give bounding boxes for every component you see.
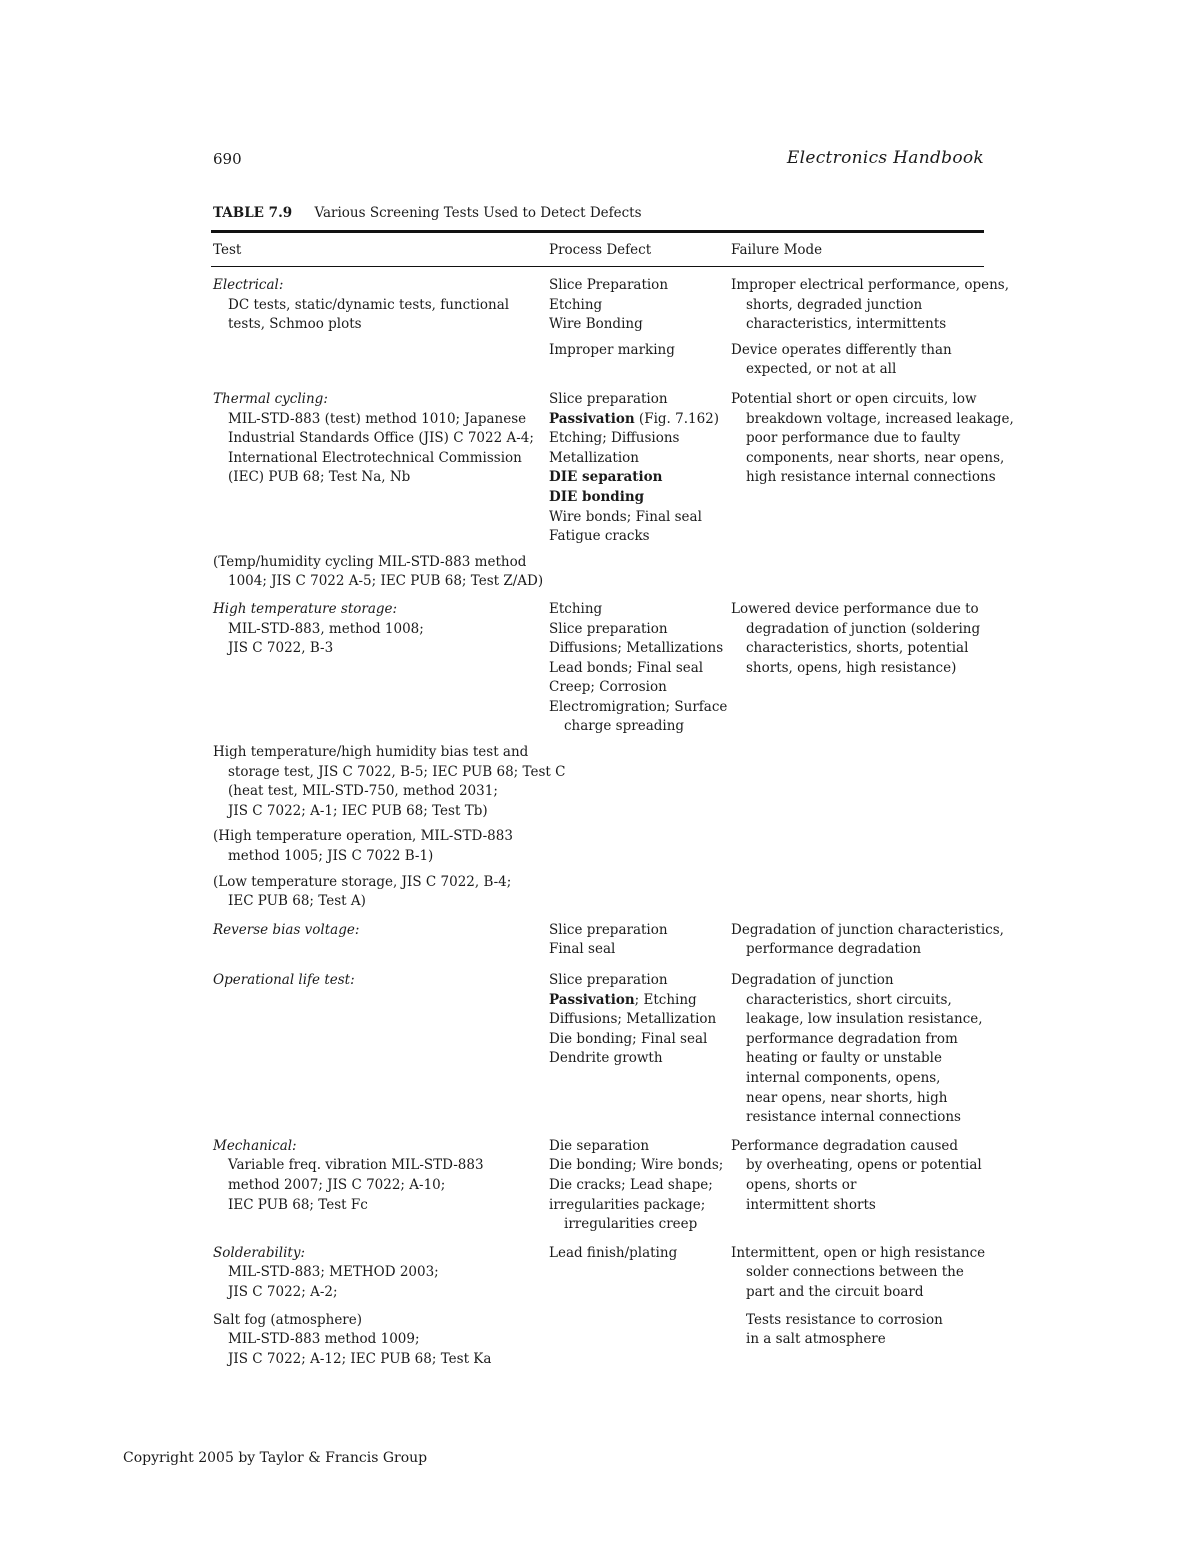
cell-line: intermittent shorts — [746, 1196, 876, 1213]
cell-line: Slice preparation — [549, 972, 668, 988]
table-row — [213, 341, 984, 380]
failure-mode-cell — [731, 1311, 984, 1370]
cell-line: Slice preparation — [549, 390, 668, 407]
process-defect-cell — [549, 873, 731, 912]
cell-line: High temperature/high humidity bias test and — [213, 744, 529, 761]
cell-line: high resistance internal connections — [746, 469, 996, 486]
cell-line: opens, shorts or — [746, 1176, 857, 1193]
cell-line: Tests resistance to corrosion — [746, 1311, 943, 1328]
failure-mode-cell — [731, 921, 1004, 960]
cell-line: Intermittent, open or high resistance — [731, 1244, 986, 1261]
process-defect-cell — [549, 1311, 731, 1370]
cell-line: DIE bonding — [549, 488, 645, 505]
test-cell — [213, 827, 549, 866]
page-number: 690 — [213, 150, 242, 168]
failure-mode-cell — [731, 276, 1010, 335]
test-cell — [213, 873, 549, 912]
cell-line: MIL-STD-883 (test) method 1010; Japanese — [228, 410, 527, 427]
cell-line: (IEC) PUB 68; Test Na, Nb — [228, 469, 411, 486]
process-defect-cell — [549, 743, 731, 821]
table-row — [213, 276, 1010, 335]
column-header-failure-mode: Failure Mode — [731, 242, 823, 258]
cell-line: Lead finish/plating — [549, 1244, 678, 1261]
test-cell — [213, 921, 549, 960]
cell-line: Passivation (Fig. 7.162) — [549, 410, 720, 427]
table-row — [213, 827, 984, 866]
cell-line: Device operates differently than — [731, 341, 952, 358]
cell-line: MIL-STD-883, method 1008; — [228, 620, 424, 637]
cell-line: near opens, near shorts, high — [746, 1089, 948, 1106]
cell-line: (Low temperature storage, JIS C 7022, B-4; — [213, 873, 512, 890]
cell-line: Potential short or open circuits, low — [731, 390, 977, 407]
cell-line: MIL-STD-883; METHOD 2003; — [228, 1264, 439, 1281]
cell-line: Diffusions; Metallization — [549, 1011, 717, 1028]
cell-line: Slice Preparation — [549, 277, 669, 293]
cell-line: JIS C 7022; A-2; — [228, 1283, 338, 1300]
cell-line: poor performance due to faulty — [746, 430, 961, 447]
failure-mode-cell — [731, 1137, 984, 1235]
process-defect-cell — [549, 1137, 731, 1235]
cell-line: Slice preparation — [549, 620, 668, 637]
table-row — [213, 1311, 984, 1370]
cell-line: Passivation; Etching — [549, 991, 697, 1008]
cell-line: leakage, low insulation resistance, — [746, 1011, 983, 1028]
cell-line: Performance degradation caused — [731, 1137, 959, 1154]
process-defect-cell — [549, 553, 731, 592]
cell-line: Degradation of junction — [731, 972, 894, 988]
cell-line: Variable freq. vibration MIL-STD-883 — [228, 1157, 484, 1174]
cell-line: part and the circuit board — [746, 1283, 924, 1300]
cell-line: tests, Schmoo plots — [228, 316, 362, 333]
cell-line: Wire bonds; Final seal — [549, 508, 702, 525]
cell-line: Etching — [549, 296, 603, 313]
cell-line: method 1005; JIS C 7022 B-1) — [228, 848, 434, 865]
process-defect-cell — [549, 390, 731, 547]
table-label: TABLE 7.9 — [213, 205, 293, 221]
test-cell — [213, 276, 549, 335]
cell-line: Die separation — [549, 1137, 650, 1154]
cell-line: Improper marking — [549, 341, 675, 358]
cell-line: DIE separation — [549, 469, 663, 486]
cell-line: Mechanical: — [213, 1137, 297, 1154]
table-header-rule — [211, 266, 984, 267]
test-cell — [213, 1137, 549, 1235]
table-body — [213, 276, 1014, 1369]
cell-line: Industrial Standards Office (JIS) C 7022 A-4; — [228, 430, 534, 447]
table-title: Various Screening Tests Used to Detect Defects — [314, 205, 642, 221]
cell-line: JIS C 7022; A-1; IEC PUB 68; Test Tb) — [228, 802, 488, 819]
table-row — [213, 600, 984, 737]
cell-line: Etching; Diffusions — [549, 430, 680, 447]
table-row — [213, 1137, 984, 1235]
table-row — [213, 921, 1004, 960]
cell-line: Electromigration; Surface — [549, 698, 728, 715]
cell-line: (High temperature operation, MIL-STD-883 — [213, 828, 513, 845]
cell-line: Improper electrical performance, opens, — [731, 277, 1010, 293]
process-defect-cell — [549, 827, 731, 866]
book-title: Electronics Handbook — [786, 148, 984, 168]
cell-line: performance degradation from — [746, 1030, 958, 1047]
cell-line: Slice preparation — [549, 921, 668, 938]
cell-line: Wire Bonding — [549, 316, 643, 333]
cell-line: shorts, opens, high resistance) — [746, 659, 957, 676]
cell-line: performance degradation — [746, 941, 922, 958]
cell-line: irregularities creep — [564, 1216, 698, 1233]
test-cell — [213, 1244, 549, 1303]
test-cell — [213, 1311, 549, 1370]
table-row — [213, 390, 1014, 547]
cell-line: heating or faulty or unstable — [746, 1050, 942, 1067]
test-cell — [213, 600, 549, 737]
table-row — [213, 1244, 984, 1303]
cell-line: storage test, JIS C 7022, B-5; IEC PUB 68; Test C — [228, 763, 566, 780]
cell-line: method 2007; JIS C 7022; A-10; — [228, 1176, 446, 1193]
failure-mode-cell — [731, 390, 1014, 547]
cell-line: JIS C 7022, B-3 — [228, 640, 334, 657]
cell-line: components, near shorts, near opens, — [746, 449, 1005, 466]
process-defect-cell — [549, 600, 731, 737]
process-defect-cell — [549, 341, 731, 380]
cell-line: shorts, degraded junction — [746, 296, 923, 313]
cell-line: Final seal — [549, 941, 616, 958]
test-cell — [213, 390, 549, 547]
cell-line: Degradation of junction characteristics, — [731, 921, 1004, 938]
cell-line: Etching — [549, 600, 603, 617]
test-cell — [213, 341, 549, 380]
cell-line: Solderability: — [213, 1244, 306, 1261]
table-row — [213, 971, 984, 1128]
cell-line: Die bonding; Final seal — [549, 1030, 708, 1047]
cell-line: Salt fog (atmosphere) — [213, 1311, 363, 1328]
cell-line: Lowered device performance due to — [731, 600, 979, 617]
cell-line: internal components, opens, — [746, 1069, 941, 1086]
cell-line: Reverse bias voltage: — [213, 921, 360, 938]
cell-line: charge spreading — [564, 718, 685, 735]
cell-line: characteristics, shorts, potential — [746, 640, 969, 657]
cell-line: Lead bonds; Final seal — [549, 659, 704, 676]
column-header-process-defect: Process Defect — [549, 242, 652, 258]
test-cell — [213, 971, 549, 1128]
cell-line: in a salt atmosphere — [746, 1331, 886, 1348]
table-row — [213, 873, 984, 912]
cell-line: solder connections between the — [746, 1264, 964, 1281]
cell-line: International Electrotechnical Commission — [228, 449, 522, 466]
table-row — [213, 743, 984, 821]
copyright-notice: Copyright 2005 by Taylor & Francis Group — [123, 1450, 428, 1466]
cell-line: 1004; JIS C 7022 A-5; IEC PUB 68; Test Z/AD) — [228, 573, 544, 590]
cell-line: Diffusions; Metallizations — [549, 640, 724, 657]
cell-line: Operational life test: — [213, 972, 355, 988]
failure-mode-cell — [731, 600, 984, 737]
test-cell — [213, 743, 566, 821]
cell-line: Dendrite growth — [549, 1050, 663, 1067]
failure-mode-cell — [731, 971, 984, 1128]
cell-line: DC tests, static/dynamic tests, functional — [228, 296, 510, 313]
cell-line: Die cracks; Lead shape; — [549, 1176, 713, 1193]
cell-line: JIS C 7022; A-12; IEC PUB 68; Test Ka — [228, 1350, 492, 1367]
process-defect-cell — [549, 921, 731, 960]
table-top-rule — [211, 230, 984, 233]
cell-line: MIL-STD-883 method 1009; — [228, 1331, 420, 1348]
cell-line: irregularities package; — [549, 1196, 706, 1213]
cell-line: Electrical: — [213, 277, 284, 293]
cell-line: expected, or not at all — [746, 361, 897, 378]
table-caption — [213, 205, 642, 221]
cell-line: Fatigue cracks — [549, 528, 650, 545]
table-row — [213, 553, 984, 592]
cell-line: by overheating, opens or potential — [746, 1157, 982, 1174]
cell-line: Die bonding; Wire bonds; — [549, 1157, 724, 1174]
cell-line: Metallization — [549, 449, 639, 466]
process-defect-cell — [549, 971, 731, 1128]
cell-line: characteristics, intermittents — [746, 316, 947, 333]
process-defect-cell — [549, 276, 731, 335]
failure-mode-cell — [731, 1244, 984, 1303]
cell-line: resistance internal connections — [746, 1109, 961, 1126]
cell-line: IEC PUB 68; Test A) — [228, 893, 366, 910]
failure-mode-cell — [731, 341, 984, 380]
cell-line: degradation of junction (soldering — [746, 620, 981, 637]
cell-line: Creep; Corrosion — [549, 679, 667, 696]
failure-mode-cell — [731, 873, 984, 912]
failure-mode-cell — [731, 743, 984, 821]
column-header-test: Test — [213, 242, 242, 258]
cell-line: IEC PUB 68; Test Fc — [228, 1196, 368, 1213]
cell-line: breakdown voltage, increased leakage, — [746, 410, 1014, 427]
cell-line: (Temp/humidity cycling MIL-STD-883 method — [213, 553, 527, 570]
failure-mode-cell — [731, 553, 984, 592]
cell-line: High temperature storage: — [213, 600, 398, 617]
cell-line: (heat test, MIL-STD-750, method 2031; — [228, 783, 498, 800]
test-cell — [213, 553, 549, 592]
process-defect-cell — [549, 1244, 731, 1303]
cell-line: Thermal cycling: — [213, 390, 328, 407]
failure-mode-cell — [731, 827, 984, 866]
cell-line: characteristics, short circuits, — [746, 991, 952, 1008]
